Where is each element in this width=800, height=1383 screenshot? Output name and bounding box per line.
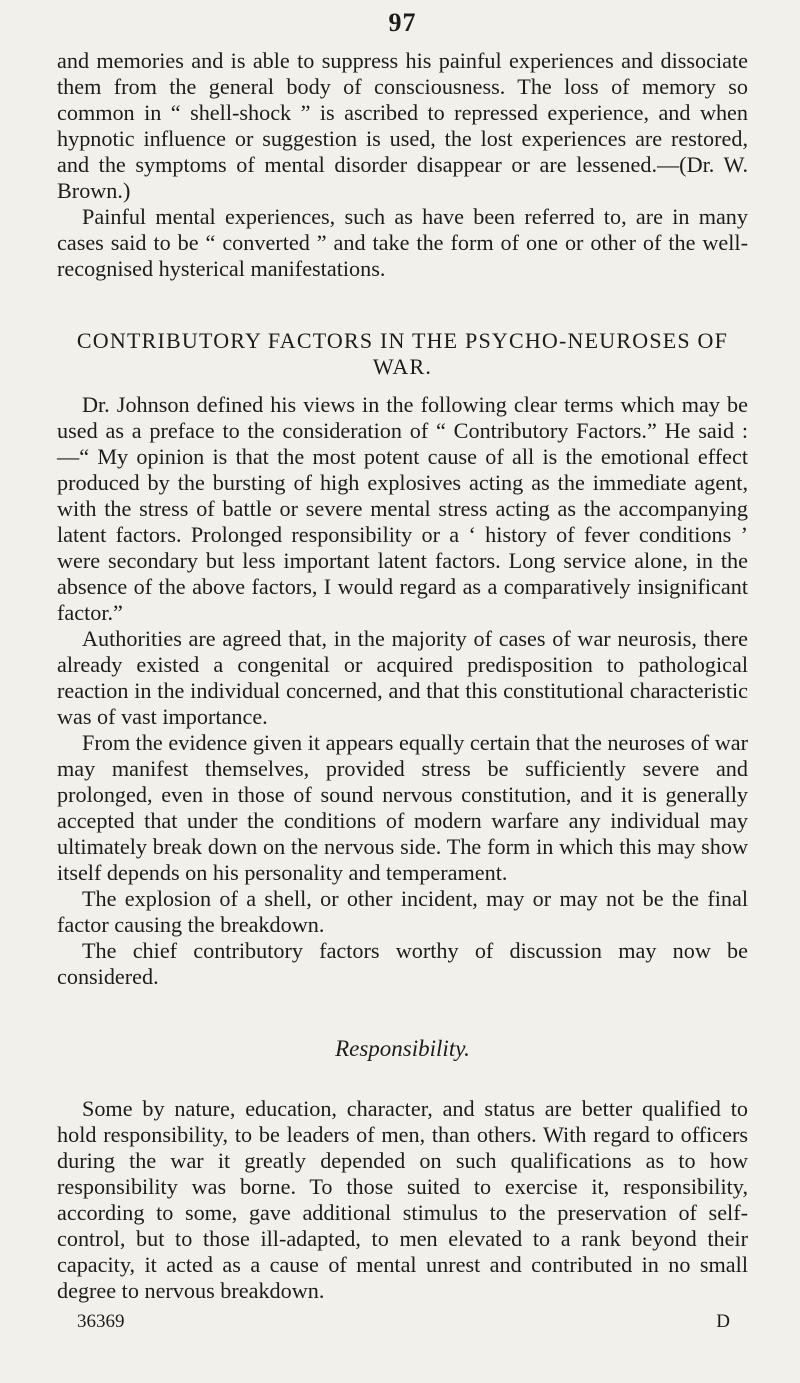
subheading-responsibility: Responsibility. xyxy=(335,1036,470,1061)
paragraph-johnson-views: Dr. Johnson defined his views in the following clear terms which may be used as a preface to the consideration of “ Contributory Factors.” He said :—“ My opinion is that the most potent cause of all is the emotional effect produced by the bursting of high explosives acting as the immediate agent, with the stress of battle or severe mental stress acting as the accompanying latent factors. Prolonged responsibility or a ‘ history of fever conditions ’ were secondary but less important latent factors. Long service alone, in the absence of the above factors, I would regard as a comparatively insignificant factor.” xyxy=(57,392,748,625)
section-heading: CONTRIBUTORY FACTORS IN THE PSYCHO-NEUROSES OF WAR. xyxy=(76,328,729,379)
paragraph-chief-factors: The chief contributory factors worthy of discussion may now be considered. xyxy=(57,938,748,989)
paragraph-converted-experiences: Painful mental experiences, such as have been referred to, are in many cases said to be “ converted ” and take the form of one or other of the well-recognised hysterical manifestations. xyxy=(57,204,748,281)
page-number: 97 xyxy=(388,8,417,37)
paragraph-evidence: From the evidence given it appears equally certain that the neuroses of war may manifest themselves, provided stress be sufficiently severe and prolonged, even in those of sound nervous constitution, and it is generally accepted that under the conditions of modern warfare any individual may ultimately break down on the nervous side. The form in which this may show itself depends on his personality and temperament. xyxy=(57,730,748,885)
paragraph-continuation: and memories and is able to suppress his painful experiences and dissociate them from the general body of consciousness. The loss of memory so common in “ shell-shock ” is ascribed to repressed experience, and when hypnotic influence or suggestion is used, the lost experiences are restored, and the symptoms of mental disorder disappear or are lessened.—(Dr. W. Brown.) xyxy=(57,48,748,203)
print-code: 36369 xyxy=(77,1311,125,1332)
page-footer xyxy=(57,1310,748,1334)
signature-mark: D xyxy=(716,1311,730,1332)
paragraph-explosion: The explosion of a shell, or other incident, may or may not be the final factor causing the breakdown. xyxy=(57,886,748,937)
paragraph-responsibility: Some by nature, education, character, and status are better qualified to hold responsibility, to be leaders of men, than others. With regard to officers during the war it greatly depended on such qualifications as to how responsibility was borne. To those suited to exercise it, responsibility, according to some, gave additional stimulus to the preservation of self-control, but to those ill-adapted, to men elevated to a rank beyond their capacity, it acted as a cause of mental unrest and contributed in no small degree to nervous breakdown. xyxy=(57,1096,748,1303)
paragraph-authorities-agreed: Authorities are agreed that, in the majority of cases of war neurosis, there already existed a congenital or acquired predisposition to pathological reaction in the individual concerned, and that this constitutional characteristic was of vast importance. xyxy=(57,626,748,729)
